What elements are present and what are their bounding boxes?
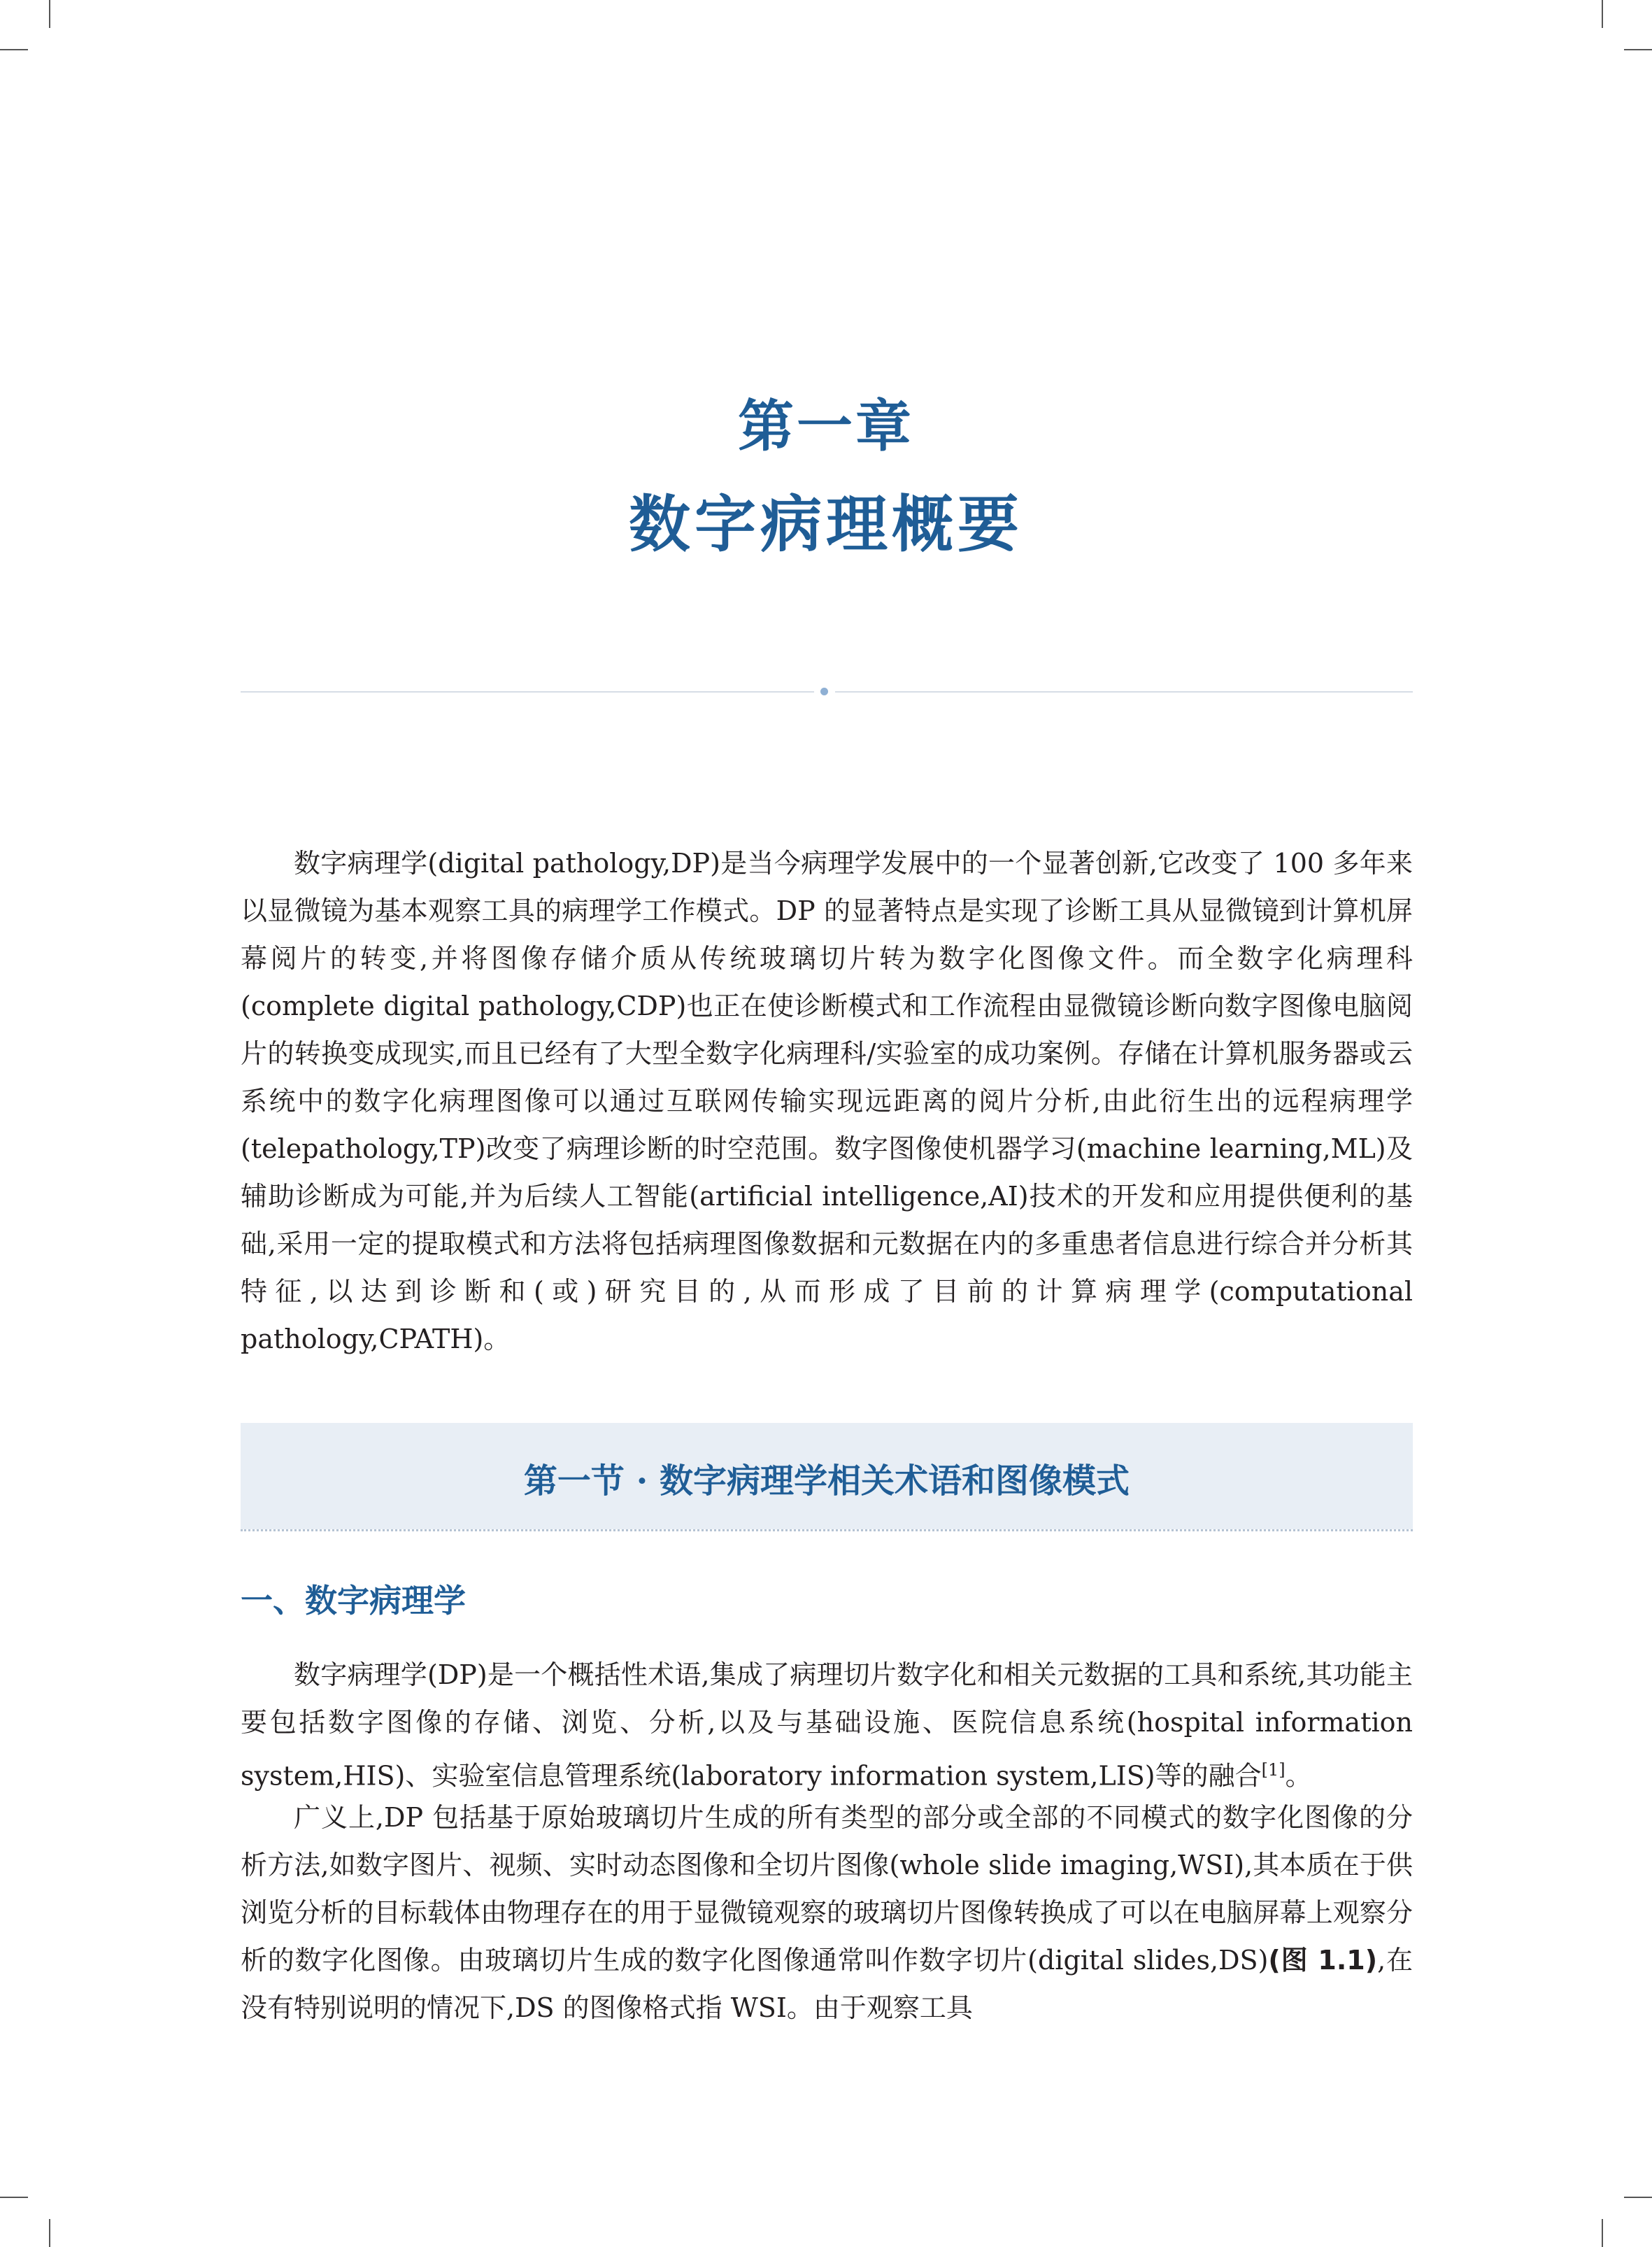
subsection-paragraph-1: [241, 1651, 1413, 1800]
crop-mark: [1624, 2197, 1652, 2198]
divider-left: [241, 691, 814, 693]
figure-reference: (图 1.1): [1268, 1945, 1378, 1976]
chapter-title: 数字病理概要: [628, 488, 1023, 560]
divider-right: [835, 691, 1413, 693]
paragraph-text: ,在没有特别说明的情况下,DS 的图像格式指 WSI。由于观察工具: [241, 1945, 1413, 2023]
section-title: 第一节 · 数字病理学相关术语和图像模式: [523, 1461, 1130, 1501]
crop-mark: [1602, 2219, 1603, 2247]
crop-mark: [49, 0, 50, 28]
crop-mark: [1624, 49, 1652, 50]
paragraph-end: 。: [1285, 1760, 1312, 1792]
chapter-number: 第一章: [738, 393, 914, 459]
section-banner-underline: [241, 1529, 1413, 1531]
crop-mark: [1602, 0, 1603, 28]
citation-ref: [1]: [1261, 1760, 1286, 1780]
divider-dot: [820, 688, 828, 695]
intro-paragraph: 数字病理学(digital pathology,DP)是当今病理学发展中的一个显著创新,它改变了 100 多年来以显微镜为基本观察工具的病理学工作模式。DP 的显著特点是实现了诊断工具从显微镜到计算机屏幕阅片的转变,并将图像存储介质从传统玻璃切片转为数字化图像文件。而全数字化病理科(complete digital pathology,CDP)也正在使诊断模式和工作流程由显微镜诊断向数字图像电脑阅片的转换变成现实,而且已经有了大型全数字化病理科/实验室的成功案例。存储在计算机服务器或云系统中的数字化病理图像可以通过互联网传输实现远距离的阅片分析,由此衍生出的远程病理学(telepathology,TP)改变了病理诊断的时空范围。数字图像使机器学习(machine learning,ML)及辅助诊断成为可能,并为后续人工智能(artificial intelligence,AI)技术的开发和应用提供便利的基础,采用一定的提取模式和方法将包括病理图像数据和元数据在内的多重患者信息进行综合并分析其特征,以达到诊断和(或)研究目的,从而形成了目前的计算病理学(computational pathology,CPATH)。: [241, 848, 1413, 1354]
subsection-paragraph-2: [241, 1794, 1413, 2032]
crop-mark: [49, 2219, 50, 2247]
subsection-heading: 一、数字病理学: [241, 1582, 466, 1619]
paragraph-text: 广义上,DP 包括基于原始玻璃切片生成的所有类型的部分或全部的不同模式的数字化图像的分析方法,如数字图片、视频、实时动态图像和全切片图像(whole slide imaging,WSI),其本质在于供浏览分析的目标载体由物理存在的用于显微镜观察的玻璃切片图像转换成了可以在电脑屏幕上观察分析的数字化图像。由玻璃切片生成的数字化图像通常叫作数字切片(digital slides,DS): [241, 1802, 1413, 1976]
crop-mark: [0, 49, 28, 50]
crop-mark: [0, 2197, 28, 2198]
paragraph-text: 数字病理学(DP)是一个概括性术语,集成了病理切片数字化和相关元数据的工具和系统,其功能主要包括数字图像的存储、浏览、分析,以及与基础设施、医院信息系统(hospital information system,HIS)、实验室信息管理系统(laboratory information system,LIS)等的融合: [241, 1659, 1413, 1792]
